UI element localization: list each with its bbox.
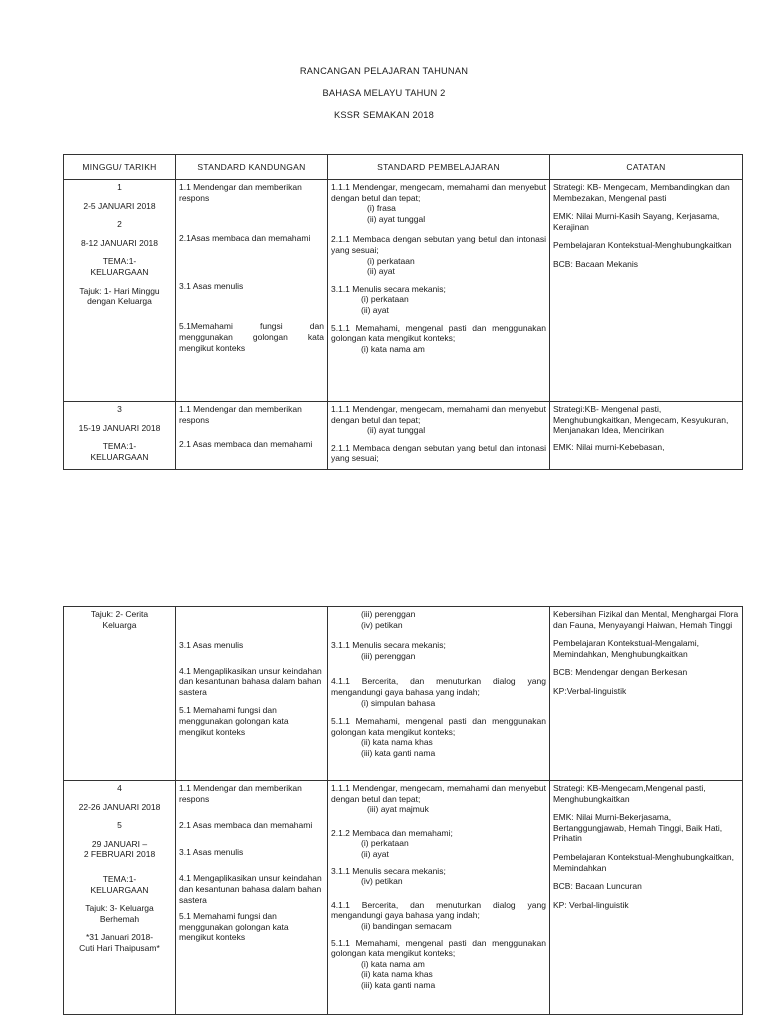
week-date: 2 FEBRUARI 2018 [83,849,156,860]
sk-item: 1.1 Mendengar dan memberikan respons [179,404,302,425]
theme-name: KELUARGAAN [90,884,149,895]
table-row [64,607,743,781]
sk-item: 2.1 Asas membaca dan memahami [179,439,313,450]
column-header-minggu: MINGGU/ TARIKH [64,155,176,180]
sp-item: 2.1.2 Membaca dan memahami; [331,827,453,838]
standard-kandungan-cell [176,402,328,470]
column-header-standard-pembelajaran: STANDARD PEMBELAJARAN [328,155,550,180]
sp-item: 2.1.1 Membaca dengan sebutan yang betul dan intonasi yang sesuai; [331,442,546,464]
standard-kandungan-cell [176,607,328,781]
sp-subitem: (ii) ayat [367,266,395,277]
sp-subitem: (ii) kata nama khas [361,969,433,980]
sp-subitem: (ii) kata nama khas [361,737,433,748]
sp-item: 1.1.1 Mendengar, mengecam, memahami dan menyebut dengan betul dan tepat; [331,783,546,804]
standard-pembelajaran-cell [328,402,550,470]
sp-item: 5.1.1 Memahami, mengenal pasti dan menggunakan golongan kata mengikut konteks; [331,937,546,959]
topic-label: Tajuk: 3- Keluarga [85,903,154,914]
week-number: 1 [117,182,122,192]
sk-item: 3.1 Asas menulis [179,846,244,857]
sp-subitem: (i) kata nama am [361,958,425,969]
topic-name: dengan Keluarga [87,296,152,307]
theme-label: TEMA:1- [102,256,137,267]
catatan-item: BCB: Mendengar dengan Berkesan [553,667,688,678]
theme-name: KELUARGAAN [90,451,149,462]
holiday-note: Cuti Hari Thaipusam* [79,942,160,953]
minggu-cell [64,781,176,1015]
sp-subitem: (iv) petikan [361,876,403,887]
sp-item: 3.1.1 Menulis secara mekanis; [331,640,446,651]
week-number: 2 [117,219,122,230]
catatan-item: Kebersihan Fizikal dan Mental, Menghargai Flora dan Fauna, Menyayangi Haiwan, Hemah Tinggi [553,609,739,630]
week-number: 3 [117,404,122,414]
minggu-cell [64,402,176,470]
sp-subitem: (iv) petikan [361,619,403,630]
sk-item: 1.1 Mendengar dan memberikan respons [179,783,302,804]
topic-name: Berhemah [99,913,140,924]
sp-subitem: (i) frasa [367,203,396,214]
topic-label: Tajuk: 1- Hari Minggu [79,285,160,296]
document-title: RANCANGAN PELAJARAN TAHUNAN [299,66,469,76]
sp-subitem: (ii) bandingan semacam [361,920,452,931]
week-date: 15-19 JANUARI 2018 [78,422,161,433]
catatan-cell [550,781,743,1015]
sk-item: 2.1 Asas membaca dan memahami [179,820,313,831]
sp-subitem: (i) kata nama am [361,343,425,354]
sp-subitem: (ii) ayat tunggal [367,425,426,436]
catatan-cell [550,607,743,781]
catatan-item: EMK: Nilai Murni-Kasih Sayang, Kerjasama, Kerajinan [553,211,720,232]
standard-pembelajaran-cell [328,607,550,781]
catatan-item: Strategi: KB-Mengecam,Mengenal pasti, Menghubungkaitkan [553,783,706,804]
standard-kandungan-cell [176,180,328,402]
week-date: 29 JANUARI – [91,838,148,849]
sp-item: 3.1.1 Menulis secara mekanis; [331,283,446,294]
catatan-item: KP: Verbal-linguistik [553,899,629,910]
catatan-item: EMK: Nilai Murni-Bekerjasama, Bertanggungjawab, Hemah Tinggi, Baik Hati, Prihatin [553,812,723,844]
sp-subitem: (ii) ayat [361,304,389,315]
table-row [64,781,743,1015]
sk-item: 2.1Asas membaca dan memahami [179,233,311,244]
sk-item: 3.1 Asas menulis [179,640,244,650]
column-header-standard-kandungan: STANDARD KANDUNGAN [176,155,328,180]
standard-pembelajaran-cell [328,781,550,1015]
sp-subitem: (iii) ayat majmuk [367,804,429,815]
week-date: 22-26 JANUARI 2018 [78,801,161,812]
page-gap [0,475,768,600]
rpt-table-page-1 [63,154,743,470]
sp-item: 2.1.1 Membaca dengan sebutan yang betul dan intonasi yang sesuai; [331,234,546,255]
column-header-catatan: CATATAN [550,155,743,180]
week-number: 5 [117,820,122,831]
sk-item: 3.1 Asas menulis [179,280,244,291]
theme-label: TEMA:1- [102,873,137,884]
sp-subitem: (iii) perenggan [361,650,416,661]
sp-subitem: (i) perkataan [367,255,415,266]
week-date: 8-12 JANUARI 2018 [80,237,158,248]
catatan-item: Strategi:KB- Mengenal pasti, Menghubungkaitkan, Mengecam, Kesyukuran, Menjanakan Idea, Mencirikan [553,404,729,436]
sp-item: 5.1.1 Memahami, mengenal pasti dan menggunakan golongan kata mengikut konteks; [331,716,546,737]
table-row [64,402,743,470]
sk-item: 5.1 Memahami fungsi dan menggunakan golongan kata mengikut konteks [179,705,289,737]
catatan-item: BCB: Bacaan Luncuran [553,881,642,892]
sk-item: 4.1 Mengaplikasikan unsur keindahan dan kesantunan bahasa dalam bahan sastera [179,873,322,905]
sp-item: 4.1.1 Bercerita, dan menuturkan dialog yang mengandungi gaya bahasa yang indah; [331,899,546,921]
topic-label: Tajuk: 2- Cerita [90,609,149,619]
sp-subitem: (i) perkataan [361,294,409,305]
rpt-table-page-2 [63,606,743,1015]
theme-name: KELUARGAAN [90,266,149,277]
sp-item: 4.1.1 Bercerita, dan menuturkan dialog yang mengandungi gaya bahasa yang indah; [331,676,546,697]
week-date: 2-5 JANUARI 2018 [83,200,156,211]
sp-item: 1.1.1 Mendengar, mengecam, memahami dan menyebut dengan betul dan tepat; [331,404,546,425]
sk-item: 4.1 Mengaplikasikan unsur keindahan dan kesantunan bahasa dalam bahan sastera [179,665,322,697]
sp-subitem: (ii) ayat tunggal [367,213,426,224]
catatan-cell [550,180,743,402]
holiday-note: *31 Januari 2018- [85,932,154,943]
sp-subitem: (ii) ayat [361,848,389,859]
sp-subitem: (iii) perenggan [361,609,416,619]
document-curriculum: KSSR SEMAKAN 2018 [333,110,435,120]
standard-kandungan-cell [176,781,328,1015]
catatan-item: Pembelajaran Kontekstual-Menghubungkaitkan, Memindahkan [553,851,734,873]
sp-subitem: (iii) kata ganti nama [361,747,436,758]
minggu-cell [64,607,176,781]
catatan-cell [550,402,743,470]
sp-item: 1.1.1 Mendengar, mengecam, memahami dan menyebut dengan betul dan tepat; [331,182,546,203]
catatan-item: BCB: Bacaan Mekanis [553,258,639,269]
theme-label: TEMA:1- [102,441,137,452]
topic-name: Keluarga [102,619,137,630]
catatan-item: EMK: Nilai murni-Kebebasan, [553,441,665,452]
sp-subitem: (i) simpulan bahasa [361,697,436,708]
sp-item: 3.1.1 Menulis secara mekanis; [331,865,446,876]
sk-item: 5.1Memahami fungsi dan menggunakan golongan kata mengikut konteks [179,321,324,353]
sp-subitem: (i) perkataan [361,838,409,849]
sk-item: 5.1 Memahami fungsi dan menggunakan golongan kata mengikut konteks [179,911,289,943]
sp-subitem: (iii) kata ganti nama [361,979,436,990]
catatan-item: Pembelajaran Kontekstual-Mengalami, Memindahkan, Menghubungkaitkan [553,638,699,659]
table-header-row [64,155,743,180]
sp-item: 5.1.1 Memahami, mengenal pasti dan menggunakan golongan kata mengikut konteks; [331,322,546,344]
document-subject: BAHASA MELAYU TAHUN 2 [322,88,446,98]
sk-item: 1.1 Mendengar dan memberikan respons [179,182,302,203]
minggu-cell [64,180,176,402]
week-number: 4 [117,783,122,793]
catatan-item: KP:Verbal-linguistik [553,685,627,696]
catatan-item: Strategi: KB- Mengecam, Membandingkan dan Membezakan, Mengenal pasti [553,182,730,203]
standard-pembelajaran-cell [328,180,550,402]
table-row [64,180,743,402]
catatan-item: Pembelajaran Kontekstual-Menghubungkaitkan [553,240,732,251]
